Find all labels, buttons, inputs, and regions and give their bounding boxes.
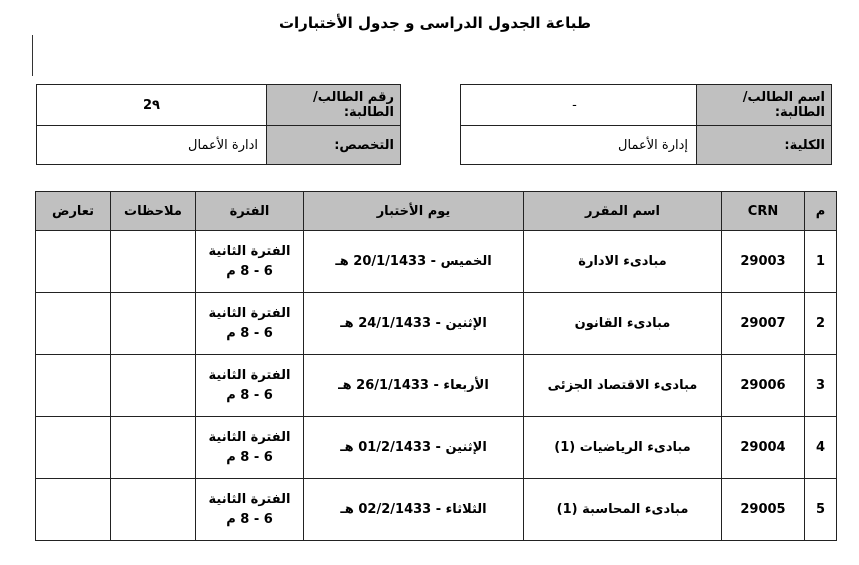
row-course: مبادىء القانون: [524, 293, 722, 355]
header-course: اسم المقرر: [524, 192, 722, 231]
period-name: الفترة الثانية: [208, 491, 291, 507]
divider-line: [32, 35, 33, 76]
table-header-row: [36, 192, 837, 231]
page-title: طباعة الجدول الدراسى و جدول الأختبارات: [278, 14, 592, 32]
row-notes: [111, 355, 196, 417]
table-row: [36, 231, 837, 293]
row-conflict: [36, 293, 111, 355]
row-num: 1: [805, 231, 837, 293]
header-exam-day: يوم الأختبار: [304, 192, 524, 231]
table-row: [36, 355, 837, 417]
header-period: الفترة: [196, 192, 304, 231]
table-row: [36, 293, 837, 355]
period-name: الفترة الثانية: [208, 243, 291, 259]
period-time: 6 - 8 م: [226, 263, 273, 279]
row-period: [196, 293, 304, 355]
row-course: مبادىء الادارة: [524, 231, 722, 293]
row-conflict: [36, 355, 111, 417]
college-value: إدارة الأعمال: [460, 125, 697, 165]
row-course: مبادىء الرياضيات (1): [524, 417, 722, 479]
header-num: م: [805, 192, 837, 231]
period-time: 6 - 8 م: [226, 511, 273, 527]
row-num: 4: [805, 417, 837, 479]
college-label: الكلية:: [696, 125, 832, 165]
table-row: [36, 417, 837, 479]
student-id-label: رقم الطالب/الطالبة:: [266, 84, 401, 126]
period-time: 6 - 8 م: [226, 387, 273, 403]
major-label: التخصص:: [266, 125, 401, 165]
major-value: ادارة الأعمال: [36, 125, 267, 165]
row-exam-day: الأربعاء - 26/1/1433 هـ: [304, 355, 524, 417]
table-row: [36, 479, 837, 541]
period-time: 6 - 8 م: [226, 325, 273, 341]
row-crn: 29006: [722, 355, 805, 417]
period-name: الفترة الثانية: [208, 429, 291, 445]
row-period: [196, 231, 304, 293]
row-course: مبادىء المحاسبة (1): [524, 479, 722, 541]
row-conflict: [36, 417, 111, 479]
exam-schedule-table: [35, 191, 837, 541]
row-crn: 29004: [722, 417, 805, 479]
period-name: الفترة الثانية: [208, 305, 291, 321]
row-notes: [111, 231, 196, 293]
row-conflict: [36, 231, 111, 293]
row-notes: [111, 293, 196, 355]
row-num: 3: [805, 355, 837, 417]
row-num: 2: [805, 293, 837, 355]
row-notes: [111, 417, 196, 479]
student-name-label: اسم الطالب/الطالبة:: [696, 84, 832, 126]
row-period: [196, 479, 304, 541]
student-name-value: -: [460, 84, 697, 126]
header-crn: CRN: [722, 192, 805, 231]
row-conflict: [36, 479, 111, 541]
row-crn: 29003: [722, 231, 805, 293]
row-num: 5: [805, 479, 837, 541]
row-notes: [111, 479, 196, 541]
row-crn: 29007: [722, 293, 805, 355]
row-exam-day: الخميس - 20/1/1433 هـ: [304, 231, 524, 293]
row-crn: 29005: [722, 479, 805, 541]
period-time: 6 - 8 م: [226, 449, 273, 465]
header-notes: ملاحظات: [111, 192, 196, 231]
row-exam-day: الإثنين - 01/2/1433 هـ: [304, 417, 524, 479]
row-period: [196, 417, 304, 479]
period-name: الفترة الثانية: [208, 367, 291, 383]
header-conflict: تعارض: [36, 192, 111, 231]
row-exam-day: الإثنين - 24/1/1433 هـ: [304, 293, 524, 355]
row-exam-day: الثلاثاء - 02/2/1433 هـ: [304, 479, 524, 541]
student-id-value: 2٩: [36, 84, 267, 126]
row-period: [196, 355, 304, 417]
row-course: مبادىء الاقتصاد الجزئى: [524, 355, 722, 417]
